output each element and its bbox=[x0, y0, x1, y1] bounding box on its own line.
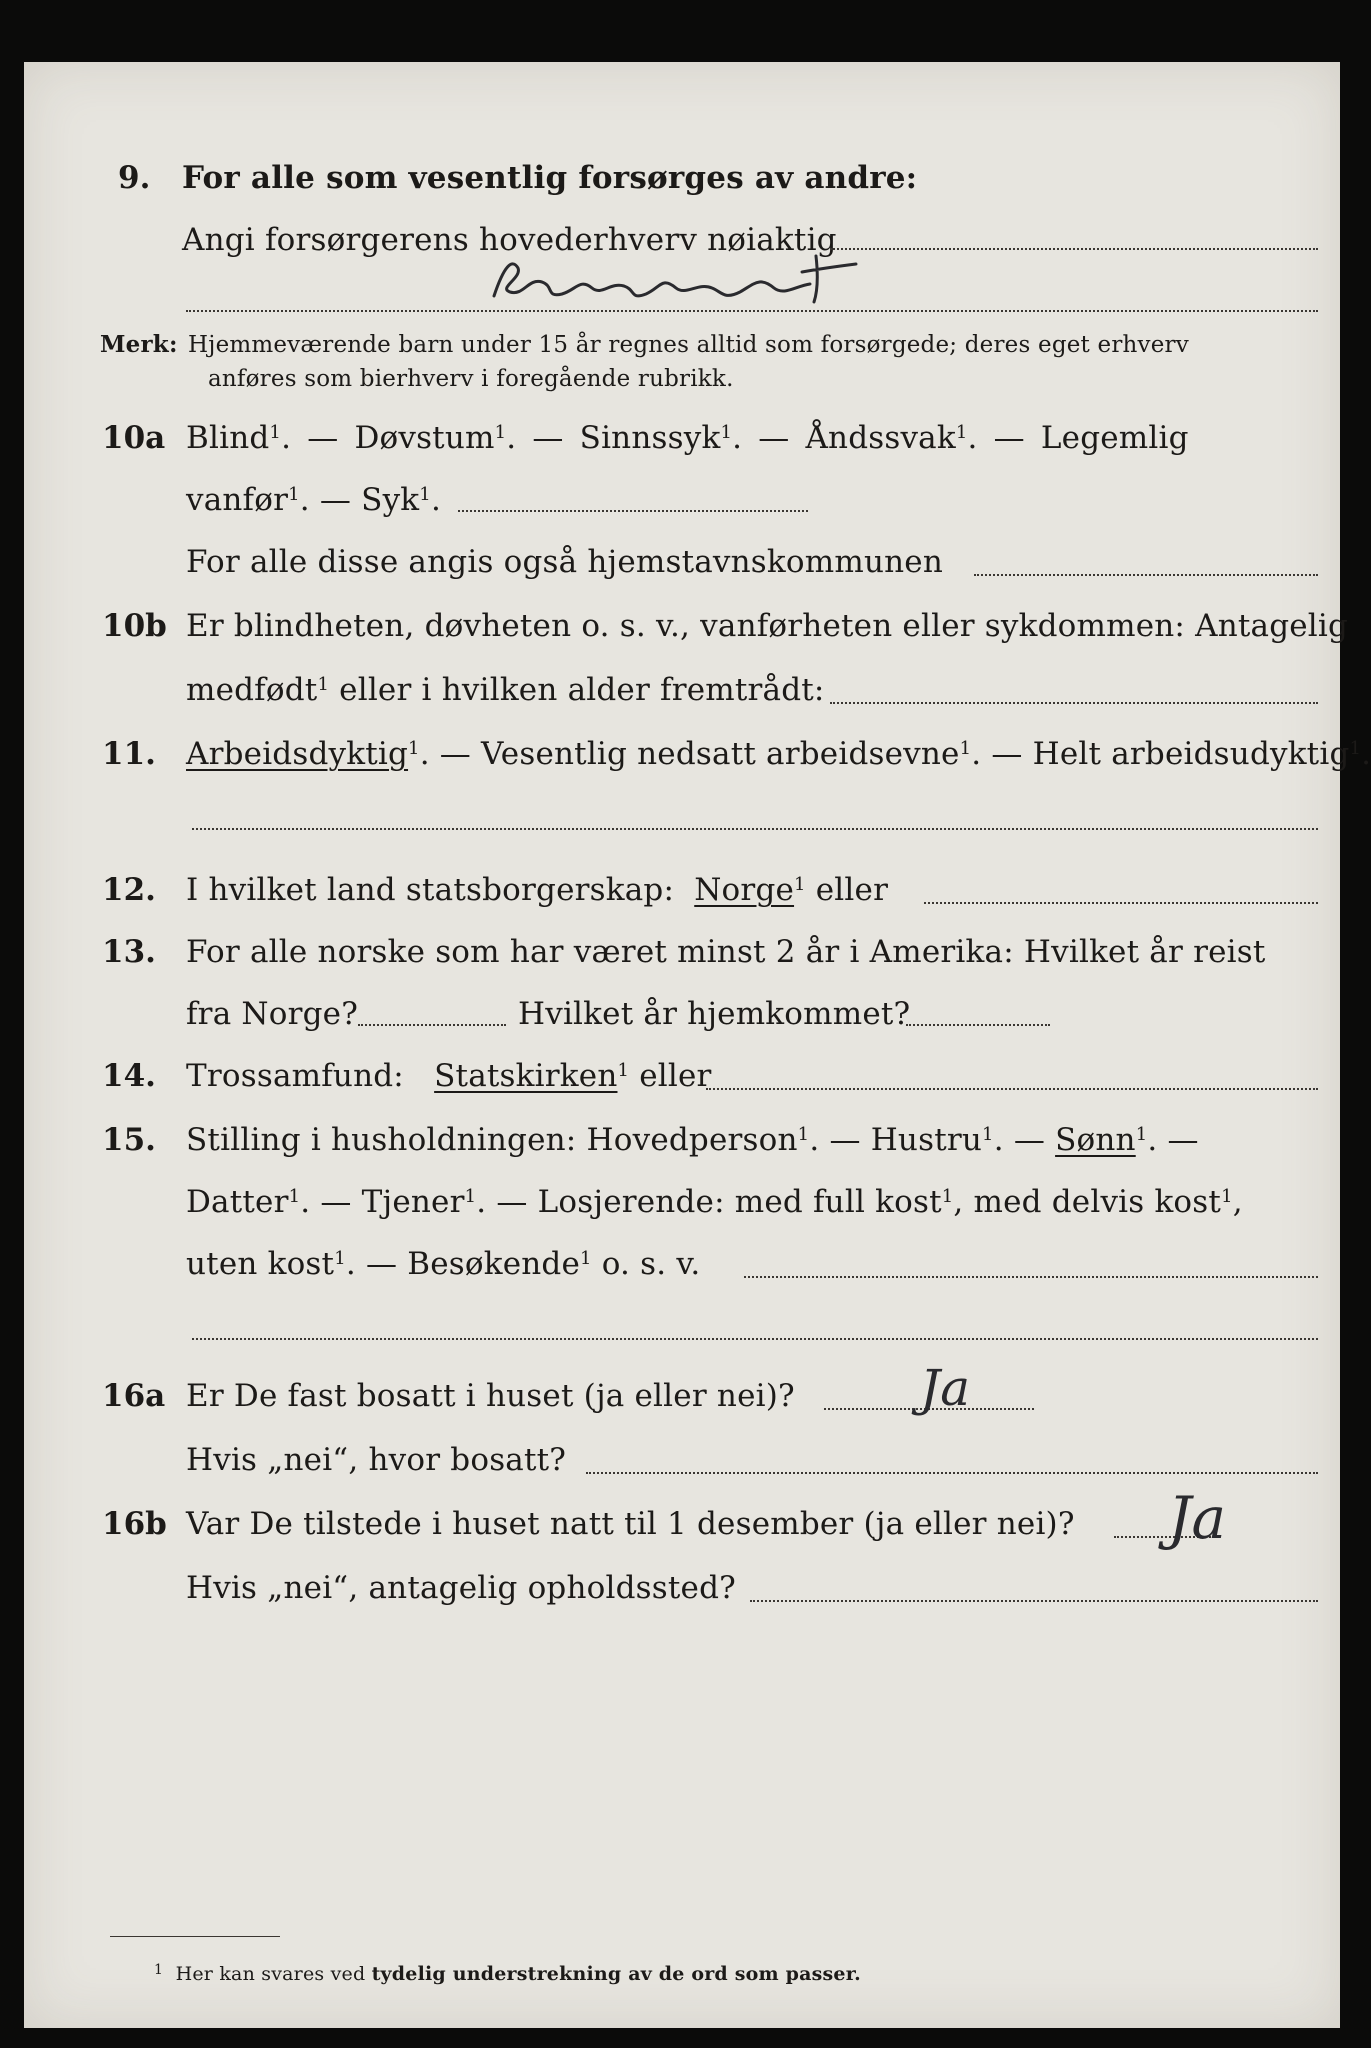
q16b-line-1: Var De tilstede i huset natt til 1 desember (ja eller nei)? bbox=[186, 1506, 1075, 1542]
q10b-line-1: Er blindheten, døvheten o. s. v., vanførheten eller sykdommen: Antagelig bbox=[186, 608, 1349, 644]
q13-hjemkommet-line bbox=[906, 1024, 1050, 1026]
q10a-opt-legemlig: — Legemlig bbox=[993, 420, 1189, 456]
q10b-answer-line bbox=[830, 702, 1318, 704]
q10a-kommune-line bbox=[974, 574, 1318, 576]
merk-line-2: anføres som bierhverv i foregående rubrikk. bbox=[208, 366, 734, 392]
census-form-page bbox=[24, 62, 1371, 2028]
q15-second-line bbox=[192, 1338, 1318, 1340]
q12-opt-norge: Norge bbox=[694, 872, 795, 908]
q13-number: 13. bbox=[102, 934, 156, 970]
q11-number: 11. bbox=[102, 736, 156, 772]
q9-handwritten-answer bbox=[484, 248, 904, 318]
q9-second-line bbox=[186, 310, 1318, 312]
q14-answer-line bbox=[706, 1088, 1318, 1090]
q10a-line-3: For alle disse angis også hjemstavnskommunen bbox=[186, 544, 943, 580]
q13-line-2a: fra Norge? bbox=[186, 996, 359, 1032]
q16b-opholdssted-line bbox=[750, 1600, 1318, 1602]
q11-answer-line bbox=[192, 828, 1318, 830]
q11-opt-arbeidsdyktig: Arbeidsdyktig bbox=[186, 736, 409, 772]
q10a-number: 10a bbox=[102, 420, 166, 456]
q15-line-1: Stilling i husholdningen: Hovedperson$^1$. — Hustru$^1$. — Sønn$^1$. — bbox=[186, 1122, 1199, 1158]
q11-line: Arbeidsdyktig$^1$. — Vesentlig nedsatt arbeidsevne$^1$. — Helt arbeidsudyktig$^1$. bbox=[186, 736, 1371, 772]
q12-number: 12. bbox=[102, 872, 156, 908]
q10b-number: 10b bbox=[102, 608, 167, 644]
q13-line-1: For alle norske som har været minst 2 år i Amerika: Hvilket år reist bbox=[186, 934, 1266, 970]
q12-line: I hvilket land statsborgerskap: Norge$^1$ eller bbox=[186, 872, 889, 908]
q9-title: For alle som vesentlig forsørges av andre: bbox=[182, 160, 918, 196]
merk-line-1: Hjemmeværende barn under 15 år regnes alltid som forsørgede; deres eget erhverv bbox=[188, 332, 1189, 358]
q15-opt-sonn: Sønn bbox=[1055, 1122, 1136, 1158]
q10b-line-2: medfødt$^1$ eller i hvilken alder fremtrådt: bbox=[186, 672, 825, 708]
merk-label: Merk: bbox=[100, 331, 178, 358]
q16b-line-2: Hvis „nei“, antagelig opholdssted? bbox=[186, 1570, 736, 1606]
q15-line-3: uten kost$^1$. — Besøkende$^1$ o. s. v. bbox=[186, 1246, 701, 1282]
q14-line: Trossamfund: Statskirken$^1$ eller bbox=[186, 1058, 712, 1094]
q16a-line-1: Er De fast bosatt i huset (ja eller nei)? bbox=[186, 1378, 795, 1414]
q10a-line-2: vanfør$^1$. — Syk$^1$. bbox=[186, 482, 441, 518]
q9-number: 9. bbox=[118, 160, 151, 196]
q10a-syk-line bbox=[458, 510, 808, 512]
q12-answer-line bbox=[924, 902, 1318, 904]
q9-prompt: Angi forsørgerens hovederhverv nøiaktig bbox=[182, 222, 837, 258]
q13-line-2b: Hvilket år hjemkommet? bbox=[518, 996, 911, 1032]
q16b-handwritten-answer: Ja bbox=[1168, 1484, 1227, 1552]
footnote: $^1$ Her kan svares ved tydelig understrekning av de ord som passer. bbox=[154, 1962, 861, 1985]
q16a-handwritten-answer: Ja bbox=[920, 1359, 971, 1417]
q16a-bosatt-line bbox=[586, 1472, 1318, 1474]
q15-answer-line bbox=[744, 1276, 1318, 1278]
q16b-number: 16b bbox=[102, 1506, 167, 1542]
q14-opt-statskirken: Statskirken bbox=[434, 1058, 618, 1094]
q16a-line-2: Hvis „nei“, hvor bosatt? bbox=[186, 1442, 567, 1478]
q14-number: 14. bbox=[102, 1058, 156, 1094]
q10a-opt-blind: Blind bbox=[186, 420, 270, 456]
q15-number: 15. bbox=[102, 1122, 156, 1158]
q10a-opt-sinnssyk: — Sinnssyk bbox=[532, 420, 721, 456]
q15-line-2: Datter$^1$. — Tjener$^1$. — Losjerende: med full kost$^1$, med delvis kost$^1$, bbox=[186, 1184, 1243, 1220]
q13-reist-line bbox=[358, 1024, 506, 1026]
q10a-line-1: Blind$^1$. — Døvstum$^1$. — Sinnssyk$^1$. — Åndssvak$^1$. — Legemlig bbox=[186, 420, 1189, 456]
q10a-opt-andssvak: — Åndssvak bbox=[758, 420, 956, 456]
q16a-number: 16a bbox=[102, 1378, 166, 1414]
q10a-opt-dovstum: — Døvstum bbox=[307, 420, 495, 456]
footnote-rule bbox=[110, 1936, 280, 1937]
